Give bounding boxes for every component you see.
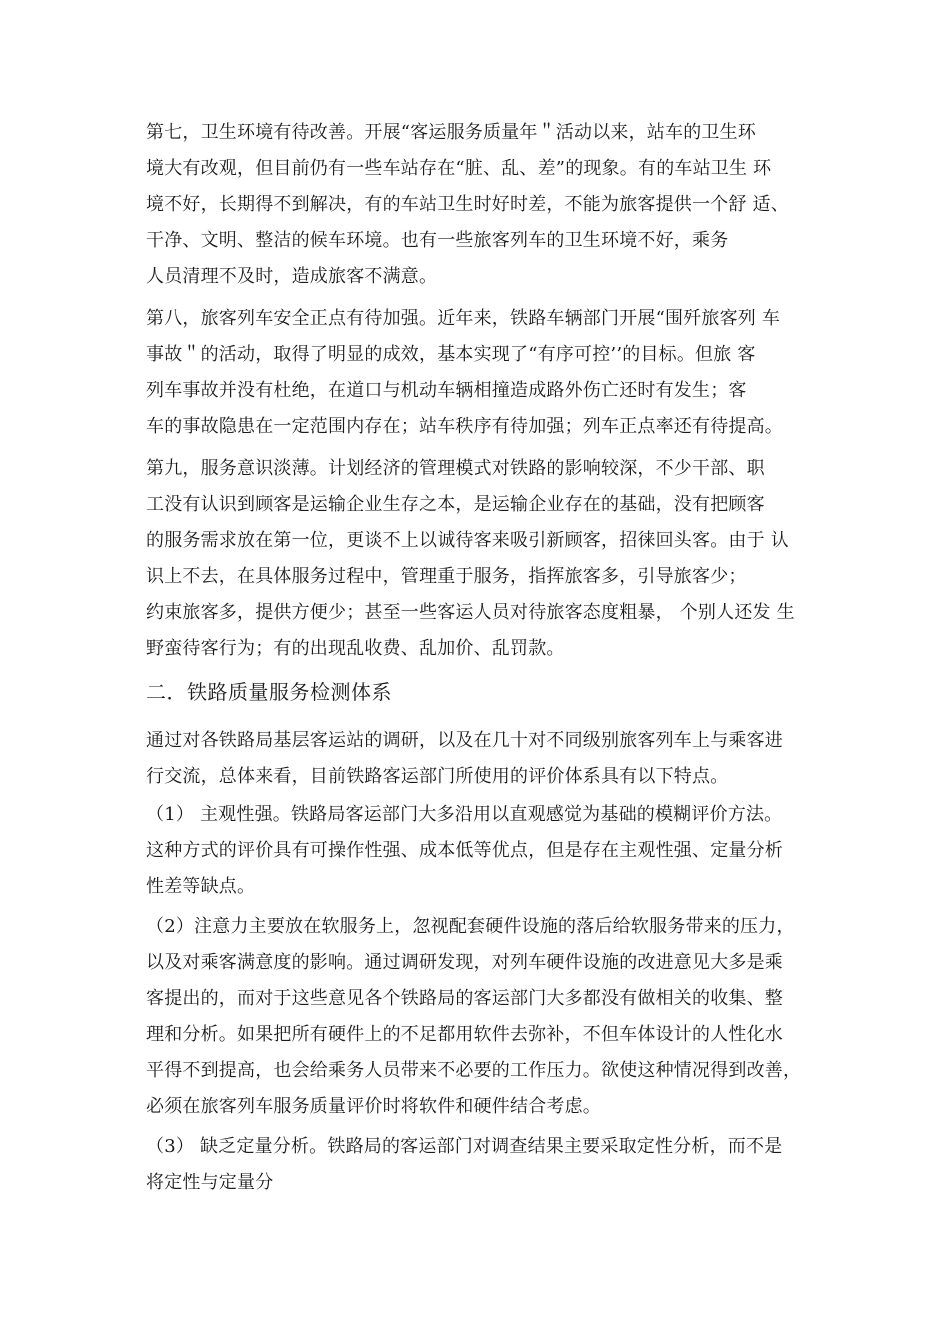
text-line: （1） 主观性强。铁路局客运部门大多沿用以直观感觉为基础的模糊评价方法。 bbox=[146, 804, 783, 825]
text-line: 以及对乘客满意度的影响。通过调研发现，对列车硬件设施的改进意见大多是乘 bbox=[146, 952, 783, 973]
text-line: 必须在旅客列车服务质量评价时将软件和硬件结合考虑。 bbox=[146, 1096, 601, 1117]
section-heading: 二．铁路质量服务检测体系 bbox=[146, 680, 392, 704]
text-line: 列车事故并没有杜绝，在道口与机动车辆相撞造成路外伤亡还时有发生；客 bbox=[146, 380, 747, 401]
text-line: 第八，旅客列车安全正点有待加强。近年来，铁路车辆部门开展“围歼旅客列 车 bbox=[146, 308, 781, 329]
text-line: 行交流，总体来看，目前铁路客运部门所使用的评价体系具有以下特点。 bbox=[146, 766, 729, 787]
text-line: 性差等缺点。 bbox=[146, 876, 256, 897]
text-line: 干净、文明、整洁的候车环境。也有一些旅客列车的卫生环境不好，乘务 bbox=[146, 230, 729, 251]
text-line: 将定性与定量分 bbox=[146, 1172, 274, 1193]
text-line: 这种方式的评价具有可操作性强、成本低等优点，但是存在主观性强、定量分析 bbox=[146, 840, 783, 861]
text-line: 客提出的，而对于这些意见各个铁路局的客运部门大多都没有做相关的收集、整 bbox=[146, 988, 783, 1009]
text-line: 境大有改观，但目前仍有一些车站存在“脏、乱、差”的现象。有的车站卫生 环 bbox=[146, 158, 772, 179]
text-line: 工没有认识到顾客是运输企业生存之本，是运输企业存在的基础，没有把顾客 bbox=[146, 494, 765, 515]
text-line: 的服务需求放在第一位，更谈不上以诚待客来吸引新顾客，招徕回头客。由于 认 bbox=[146, 530, 789, 551]
text-line: 境不好，长期得不到解决，有的车站卫生时好时差，不能为旅客提供一个舒 适、 bbox=[146, 194, 789, 215]
text-line: 平得不到提高，也会给乘务人员带来不必要的工作压力。欲使这种情况得到改善， bbox=[146, 1060, 802, 1081]
text-line: （2）注意力主要放在软服务上，忽视配套硬件设施的落后给软服务带来的压力， bbox=[146, 916, 795, 937]
text-line: 第七，卫生环境有待改善。开展“客运服务质量年＂活动以来，站车的卫生环 bbox=[146, 122, 756, 143]
text-line: 野蛮待客行为；有的出现乱收费、乱加价、乱罚款。 bbox=[146, 638, 565, 659]
text-line: 车的事故隐患在一定范围内存在；站车秩序有待加强；列车正点率还有待提高。 bbox=[146, 416, 783, 437]
text-line: 第九，服务意识淡薄。计划经济的管理模式对铁路的影响较深，不少干部、职 bbox=[146, 458, 765, 479]
text-line: 识上不去，在具体服务过程中，管理重于服务，指挥旅客多，引导旅客少； bbox=[146, 566, 747, 587]
text-line: 理和分析。如果把所有硬件上的不足都用软件去弥补，不但车体设计的人性化水 bbox=[146, 1024, 783, 1045]
text-line: （3） 缺乏定量分析。铁路局的客运部门对调查结果主要采取定性分析，而不是 bbox=[146, 1136, 783, 1157]
text-line: 事故＂的活动，取得了明显的成效，基本实现了“有序可控’’的目标。但旅 客 bbox=[146, 344, 756, 365]
text-line: 通过对各铁路局基层客运站的调研，以及在几十对不同级别旅客列车上与乘客进 bbox=[146, 730, 783, 751]
text-line: 约束旅客多，提供方便少；甚至一些客运人员对待旅客态度粗暴， 个别人还发 生 bbox=[146, 602, 795, 623]
text-line: 人员清理不及时，造成旅客不满意。 bbox=[146, 266, 438, 287]
